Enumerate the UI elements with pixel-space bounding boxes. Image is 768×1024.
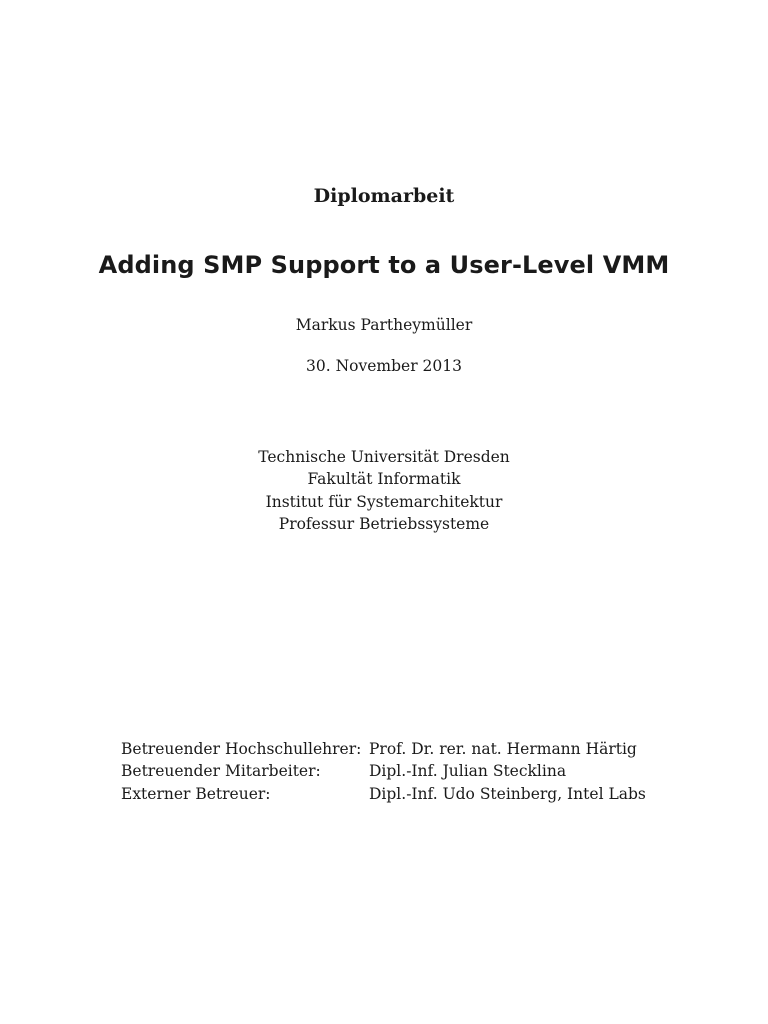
supervisor-name: Dipl.-Inf. Julian Stecklina <box>369 762 567 781</box>
supervisor-role: Betreuender Hochschullehrer: <box>121 740 362 758</box>
supervisors-table <box>121 738 646 805</box>
thesis-title: Adding SMP Support to a User-Level VMM <box>98 251 670 279</box>
institution-chair: Professur Betriebssysteme <box>278 514 490 533</box>
submission-date: 30. November 2013 <box>306 357 462 375</box>
institution-faculty: Fakultät Informatik <box>307 470 461 489</box>
institution-institute: Institut für Systemarchitektur <box>265 492 503 511</box>
author-name: Markus Partheymüller <box>295 316 473 334</box>
supervisor-row <box>121 783 646 805</box>
supervisor-row <box>121 738 646 760</box>
supervisor-name: Dipl.-Inf. Udo Steinberg, Intel Labs <box>369 784 646 803</box>
supervisor-name: Prof. Dr. rer. nat. Hermann Härtig <box>369 740 637 758</box>
institution-university: Technische Universität Dresden <box>258 448 510 466</box>
institution-block <box>0 446 768 535</box>
thesis-type: Diplomarbeit <box>313 185 455 207</box>
supervisor-role: Betreuender Mitarbeiter: <box>121 762 321 781</box>
supervisor-role: Externer Betreuer: <box>121 784 271 803</box>
supervisor-row <box>121 760 646 782</box>
